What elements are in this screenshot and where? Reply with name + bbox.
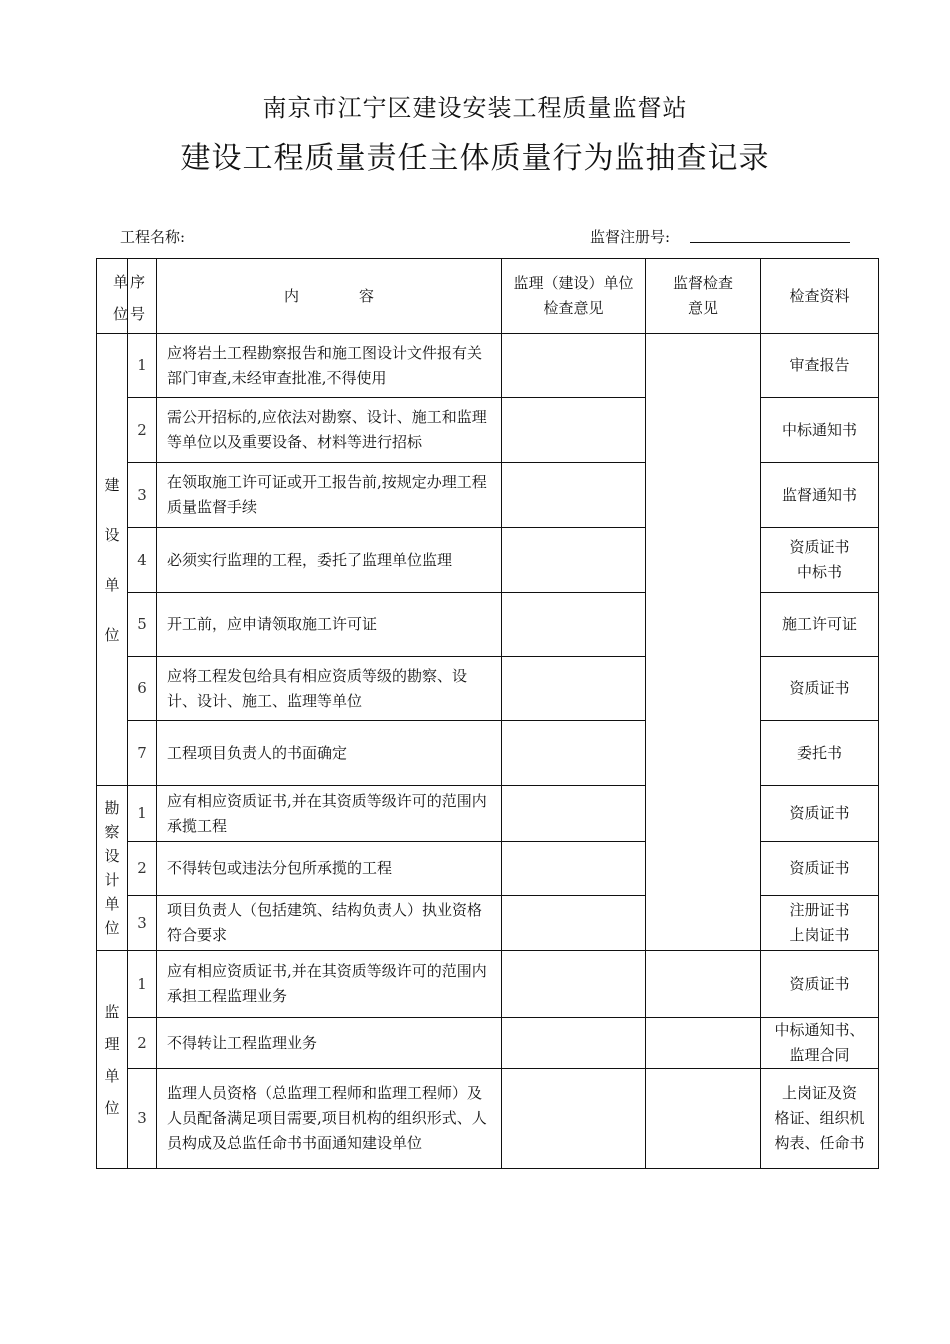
table-row xyxy=(97,398,879,463)
document-line: 中标通知书 xyxy=(781,420,857,439)
document-line: 监督通知书 xyxy=(781,485,857,504)
row-number: 3 xyxy=(128,463,157,528)
unit-label-char: 位 xyxy=(104,919,120,937)
document-line: 中标书 xyxy=(796,563,842,581)
row-number: 6 xyxy=(128,657,157,721)
table-row xyxy=(97,951,879,1018)
row-content: 监理人员资格（总监理工程师和监理工程师）及人员配备满足项目需要,项目机构的组织形式、人员构成及总监任命书书面通知建设单位 xyxy=(157,1069,502,1169)
unit-label-char: 察 xyxy=(104,823,120,841)
table-row xyxy=(97,593,879,657)
table-row xyxy=(97,721,879,786)
header-unit-char-2: 位 xyxy=(113,305,129,323)
row-number: 1 xyxy=(128,786,157,842)
station-opinion-cell[interactable] xyxy=(646,1069,761,1169)
document-line: 监理合同 xyxy=(789,1046,850,1064)
row-documents xyxy=(761,398,879,463)
row-documents xyxy=(761,334,879,398)
unit-label-char: 单 xyxy=(104,1066,120,1085)
document-line: 资质证书 xyxy=(789,804,850,822)
table-row xyxy=(97,528,879,593)
station-opinion-cell[interactable] xyxy=(646,951,761,1018)
row-content: 工程项目负责人的书面确定 xyxy=(157,721,502,786)
unit-cell xyxy=(97,951,128,1169)
supervision-opinion-cell[interactable] xyxy=(502,528,646,593)
row-content: 不得转包或违法分包所承揽的工程 xyxy=(157,842,502,896)
document-line: 上岗证及资 xyxy=(781,1084,857,1102)
row-content: 应将工程发包给具有相应资质等级的勘察、设计、设计、施工、监理等单位 xyxy=(157,657,502,721)
row-content: 必须实行监理的工程，委托了监理单位监理 xyxy=(157,528,502,593)
unit-label-char: 计 xyxy=(104,871,120,889)
row-documents xyxy=(761,528,879,593)
supervision-opinion-cell[interactable] xyxy=(502,786,646,842)
row-number: 1 xyxy=(128,951,157,1018)
unit-label-char: 单 xyxy=(104,575,120,594)
table-row xyxy=(97,463,879,528)
row-content: 应有相应资质证书,并在其资质等级许可的范围内承担工程监理业务 xyxy=(157,951,502,1018)
project-name-label: 工程名称: xyxy=(120,228,186,246)
unit-label-char: 单 xyxy=(104,895,120,913)
row-documents xyxy=(761,1069,879,1169)
table-row xyxy=(97,657,879,721)
document-line: 施工许可证 xyxy=(781,615,857,633)
supervision-opinion-cell[interactable] xyxy=(502,657,646,721)
table-body xyxy=(97,334,879,1169)
row-number: 7 xyxy=(128,721,157,786)
unit-label-char: 建 xyxy=(104,475,120,494)
unit-label xyxy=(97,1000,127,1120)
row-content: 在领取施工许可证或开工报告前,按规定办理工程质量监督手续 xyxy=(157,463,502,528)
document-line: 资质证书 xyxy=(789,859,850,877)
supervision-opinion-cell[interactable] xyxy=(502,398,646,463)
unit-label-char: 位 xyxy=(104,625,120,644)
table-row xyxy=(97,1018,879,1069)
unit-cell xyxy=(97,334,128,786)
row-documents xyxy=(761,463,879,528)
unit-label-char: 设 xyxy=(104,847,120,865)
header-supervision-opinion-line1: 监理（建设）单位 xyxy=(513,274,634,292)
registration-number-field[interactable] xyxy=(690,242,850,243)
row-number: 3 xyxy=(128,896,157,951)
unit-cell xyxy=(97,786,128,951)
row-number: 4 xyxy=(128,528,157,593)
unit-label xyxy=(97,473,127,647)
row-documents xyxy=(761,842,879,896)
unit-label xyxy=(97,796,127,940)
form-title: 建设工程质量责任主体质量行为监抽查记录 xyxy=(180,141,770,176)
row-number: 5 xyxy=(128,593,157,657)
header-content: 内 容 xyxy=(157,259,502,334)
header-row xyxy=(97,259,879,334)
header-station-opinion xyxy=(646,259,761,334)
table-row xyxy=(97,842,879,896)
supervision-opinion-cell[interactable] xyxy=(502,951,646,1018)
row-number: 2 xyxy=(128,398,157,463)
header-seq xyxy=(128,259,157,334)
document-line: 格证、组织机 xyxy=(774,1109,865,1127)
row-documents xyxy=(761,593,879,657)
row-content: 应有相应资质证书,并在其资质等级许可的范围内承揽工程 xyxy=(157,786,502,842)
row-number: 3 xyxy=(128,1069,157,1169)
supervision-opinion-cell[interactable] xyxy=(502,593,646,657)
unit-label-char: 位 xyxy=(104,1098,120,1117)
supervision-opinion-cell[interactable] xyxy=(502,1069,646,1169)
row-documents xyxy=(761,1018,879,1069)
table-row xyxy=(97,1069,879,1169)
supervision-opinion-cell[interactable] xyxy=(502,1018,646,1069)
org-title: 南京市江宁区建设安装工程质量监督站 xyxy=(262,94,688,122)
supervision-opinion-cell[interactable] xyxy=(502,721,646,786)
station-opinion-cell[interactable] xyxy=(646,334,761,951)
supervision-opinion-cell[interactable] xyxy=(502,334,646,398)
document-line: 资质证书 xyxy=(789,538,850,556)
row-content: 项目负责人（包括建筑、结构负责人）执业资格符合要求 xyxy=(157,896,502,951)
header-station-opinion-line1: 监督检查 xyxy=(672,274,733,292)
header-station-opinion-line2: 意见 xyxy=(687,299,718,317)
document-line: 资质证书 xyxy=(789,679,850,697)
header-supervision-opinion xyxy=(502,259,646,334)
header-seq-char-2: 号 xyxy=(130,305,146,323)
row-number: 2 xyxy=(128,1018,157,1069)
row-documents xyxy=(761,786,879,842)
document-line: 委托书 xyxy=(796,743,842,762)
supervision-opinion-cell[interactable] xyxy=(502,463,646,528)
document-line: 构表、任命书 xyxy=(774,1134,865,1152)
row-content: 开工前，应申请领取施工许可证 xyxy=(157,593,502,657)
row-documents xyxy=(761,896,879,951)
header-documents: 检查资料 xyxy=(761,259,879,334)
registration-number-label: 监督注册号: xyxy=(590,228,671,246)
unit-label-char: 勘 xyxy=(104,799,120,817)
header-unit xyxy=(97,259,128,334)
row-number: 1 xyxy=(128,334,157,398)
row-documents xyxy=(761,951,879,1018)
row-content: 不得转让工程监理业务 xyxy=(157,1018,502,1069)
row-documents xyxy=(761,721,879,786)
supervision-opinion-cell[interactable] xyxy=(502,842,646,896)
station-opinion-cell[interactable] xyxy=(646,1018,761,1069)
row-content: 需公开招标的,应依法对勘察、设计、施工和监理等单位以及重要设备、材料等进行招标 xyxy=(157,398,502,463)
header-unit-char-1: 单 xyxy=(113,273,129,291)
table-row xyxy=(97,896,879,951)
table-row xyxy=(97,786,879,842)
header-seq-char-1: 序 xyxy=(130,273,146,291)
document-line: 注册证书 xyxy=(789,901,850,919)
document-line: 审查报告 xyxy=(789,356,850,374)
document-line: 中标通知书、 xyxy=(774,1021,865,1039)
unit-label-char: 设 xyxy=(104,525,120,544)
table-row xyxy=(97,334,879,398)
row-content: 应将岩土工程勘察报告和施工图设计文件报有关部门审查,未经审查批准,不得使用 xyxy=(157,334,502,398)
document-line: 上岗证书 xyxy=(789,926,850,944)
row-documents xyxy=(761,657,879,721)
row-number: 2 xyxy=(128,842,157,896)
inspection-table xyxy=(96,258,879,1169)
unit-label-char: 理 xyxy=(104,1034,120,1053)
document-line: 资质证书 xyxy=(789,974,850,993)
unit-label-char: 监 xyxy=(104,1002,120,1021)
supervision-opinion-cell[interactable] xyxy=(502,896,646,951)
header-supervision-opinion-line2: 检查意见 xyxy=(543,299,604,317)
